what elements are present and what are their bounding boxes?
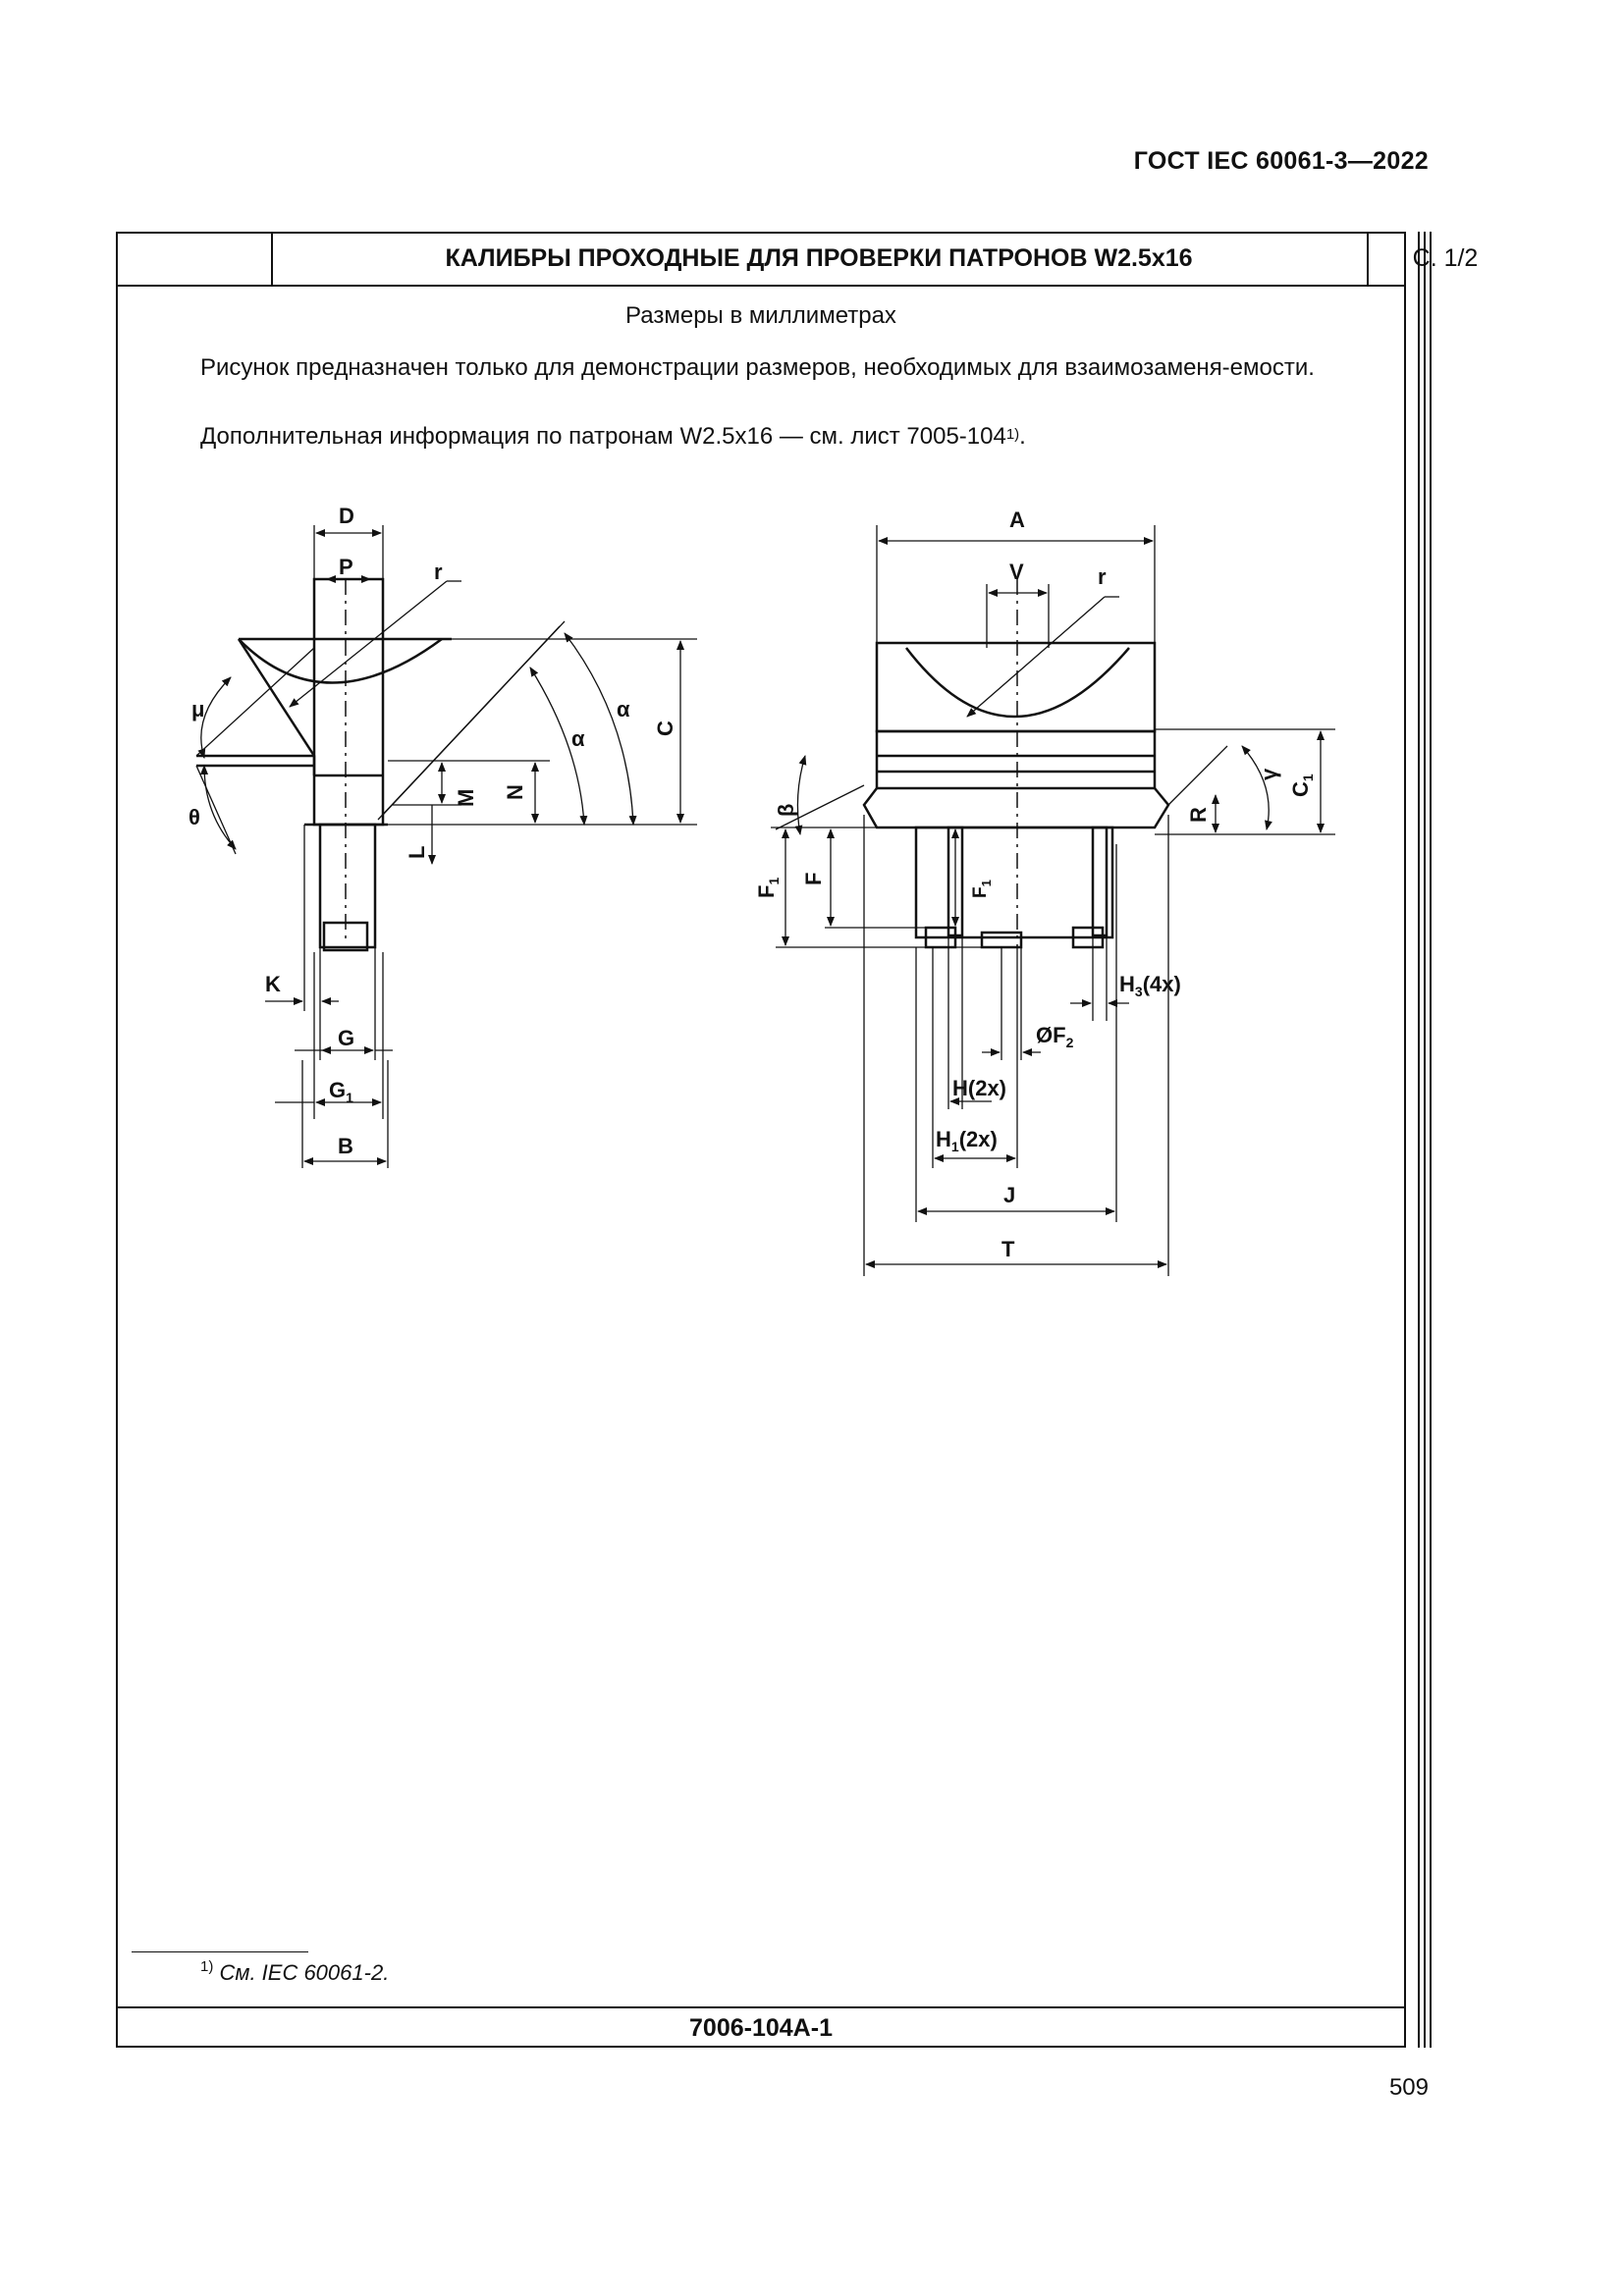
sheet-title: КАЛИБРЫ ПРОХОДНЫЕ ДЛЯ ПРОВЕРКИ ПАТРОНОВ W2.5x16	[271, 232, 1369, 285]
footnote-separator	[132, 1951, 308, 1952]
label-H3: $H_3(4x)$	[1119, 972, 1181, 999]
label-F2: $ØF_2$	[1036, 1023, 1074, 1050]
label-K: K	[265, 972, 281, 996]
dimensions-note: Размеры в миллиметрах	[625, 302, 896, 329]
left-gauge	[196, 579, 452, 950]
label-theta: θ	[189, 805, 200, 829]
label-F1: $F_1$	[754, 877, 782, 898]
paragraph-interchangeability: Рисунок предназначен только для демонстрации размеров, необходимых для взаимозаменя-емости.	[200, 354, 1315, 381]
label-G: G	[338, 1026, 355, 1050]
label-alpha-outer: α	[617, 697, 630, 721]
right-gauge	[864, 579, 1168, 947]
sheet-code: 7006-104A-1	[116, 2006, 1406, 2048]
paragraph-additional-info: Дополнительная информация по патронам W2.5x16 — см. лист 7005-104$^{1)}$.	[200, 423, 1026, 450]
label-F: F	[801, 872, 826, 885]
label-P: P	[339, 555, 353, 579]
label-r-right: r	[1098, 564, 1107, 589]
label-M: M	[454, 788, 478, 807]
left-dimensions	[196, 525, 697, 1168]
label-gamma: γ	[1257, 768, 1281, 780]
label-T: T	[1001, 1237, 1015, 1261]
label-beta: β	[774, 803, 798, 817]
label-mu: μ	[191, 697, 205, 721]
label-H: H(2x)	[952, 1076, 1007, 1100]
label-R: R	[1186, 807, 1211, 823]
sheet-number: С. 1/2	[1412, 243, 1479, 272]
footnote: $^{1)}$ См. IEC 60061-2.	[200, 1958, 390, 1985]
right-dimensions	[771, 525, 1335, 1276]
label-A: A	[1009, 507, 1025, 532]
standard-designation: ГОСТ IEC 60061-3—2022	[1133, 147, 1429, 175]
label-alpha-inner: α	[571, 726, 585, 751]
page-number: 509	[1388, 2074, 1429, 2101]
label-J: J	[1003, 1183, 1016, 1207]
label-V: V	[1009, 560, 1024, 584]
label-r: r	[434, 560, 443, 584]
label-F1-inner: $F_1$	[970, 880, 994, 898]
label-N: N	[503, 784, 527, 800]
label-C1: $C_1$	[1288, 774, 1316, 797]
label-H1: $H_1(2x)$	[936, 1127, 998, 1154]
label-C: C	[653, 721, 677, 736]
label-L: L	[405, 845, 429, 859]
label-G1: $G_1$	[329, 1078, 353, 1105]
label-D: D	[339, 504, 354, 528]
label-B: B	[338, 1134, 353, 1158]
